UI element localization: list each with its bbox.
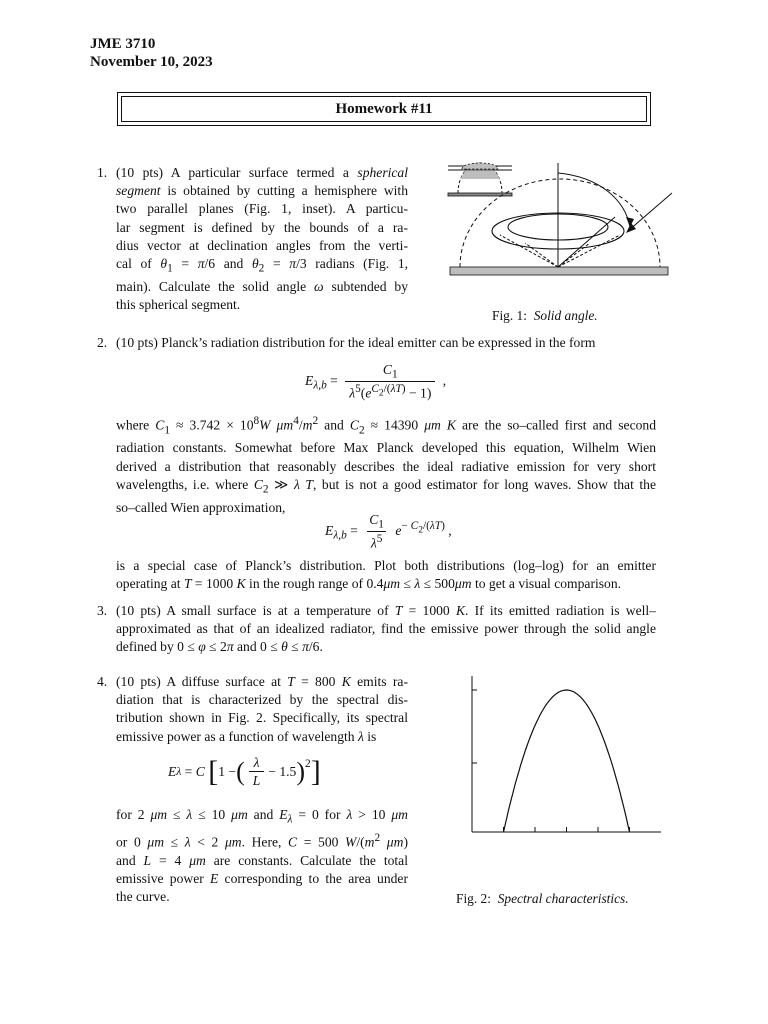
- problem-2-intro: (10 pts) Planck’s radiation distribution for the ideal emitter can be expressed in the form: [116, 335, 596, 350]
- figure-1-solid-angle: [440, 155, 680, 285]
- problem-2-line: wavelengths, i.e. where $C_2$ ≫ λ T, but is not a good estimator for long waves. Show that the: [116, 476, 657, 496]
- spectral-curve: [504, 690, 630, 832]
- problem-1-line: two parallel planes (Fig. 1, inset). A particu-: [116, 201, 408, 217]
- problem-2-text-a: [116, 412, 656, 517]
- problem-1-line: main). Calculate the solid angle ω subtended by: [116, 278, 408, 294]
- problem-1-line: this spherical segment.: [116, 297, 241, 313]
- problem-2-line: where $C_1 \approx 3.742 \times 10^8W$ $\mu m^4/m^2$ and $C_2 \approx 14390$ μm K are the so–called first and second: [116, 415, 657, 437]
- figure-1-caption: Fig. 1: Solid angle.: [492, 308, 598, 323]
- problem-4-number: 4.: [97, 674, 108, 689]
- problem-1-line: lar segment is defined by the bounds of a ra-: [116, 219, 408, 235]
- problem-2-line: is a special case of Planck’s distribution. Plot both distributions (log–log) for an emitter: [116, 558, 656, 573]
- course-code: JME 3710: [90, 36, 156, 52]
- problem-3-line: approximated as that of an idealized radiator, find the emissive power through the solid angle: [116, 621, 656, 637]
- problem-2-line: derived a distribution that reasonably describes the ideal radiative emission for very short: [116, 458, 656, 474]
- problem-2-line: so–called Wien approximation,: [116, 499, 286, 515]
- date: November 10, 2023: [90, 54, 213, 70]
- problem-1-line: segment is obtained by cutting a hemisphere with: [116, 183, 408, 199]
- homework-title: Homework #11: [121, 96, 647, 122]
- problem-4-text-a: [116, 673, 408, 746]
- problem-2-text-b: [116, 557, 656, 593]
- figure-2-spectral-plot: [455, 668, 665, 838]
- problem-4-line: (10 pts) A diffuse surface at T = 800 K emits ra-: [116, 674, 408, 689]
- problem-4-line: the curve.: [116, 889, 170, 905]
- problem-4-line: for 2 μm ≤ λ ≤ 10 μm and $E_\lambda = 0$ for λ > 10 μm: [116, 807, 408, 826]
- problem-3-number: 3.: [97, 603, 108, 618]
- problem-2-number: 2.: [97, 335, 108, 350]
- problem-4-line: tribution shown in Fig. 2. Specifically, its spectral: [116, 710, 408, 726]
- problem-4-line: emissive power as a function of wavelength λ is: [116, 728, 377, 744]
- title-box: [117, 92, 651, 126]
- problem-3-line: (10 pts) A small surface is at a temperature of T = 1000 K. If its emitted radiation is well–: [116, 603, 656, 618]
- problem-2-line: operating at T = 1000 K in the rough range of 0.4μm ≤ λ ≤ 500μm to get a visual comparison.: [116, 576, 622, 592]
- problem-4-text-b: [116, 806, 408, 906]
- problem-1-line: (10 pts) A particular surface termed a spherical: [116, 165, 408, 180]
- figure-2-caption: Fig. 2: Spectral characteristics.: [456, 891, 629, 906]
- problem-4-line: emissive power E corresponding to the area under: [116, 870, 408, 886]
- planck-equation: $E_{\lambda,b}$ = $\frac{C_1}{\lambda^5(e^{C_2/(\lambda T)} - 1)}$ ,: [305, 362, 447, 401]
- problem-1-number: 1.: [97, 165, 108, 180]
- fig1-inset: [448, 163, 512, 196]
- problem-1-line: dius vector at declination angles from the verti-: [116, 237, 408, 253]
- problem-1-text: [116, 164, 408, 314]
- problem-4-line: and L = 4 μm are constants. Calculate the total: [116, 852, 408, 868]
- problem-3-text: [116, 602, 656, 657]
- fig1-main: [450, 163, 672, 275]
- problem-2-line: radiation constants. Somewhat before Max Planck developed this equation, Wilhelm Wien: [116, 440, 656, 456]
- spectral-equation: E λ = C [ 1 − ( $\frac{\lambda}{L}$ − 1.5 ) $^2$ ]: [168, 755, 321, 788]
- problem-4-line: diation that is characterized by the spectral dis-: [116, 692, 408, 708]
- problem-3-line: defined by 0 ≤ φ ≤ 2π and 0 ≤ θ ≤ π/6.: [116, 639, 323, 655]
- wien-equation: $E_{\lambda,b}$ = $\frac{C_1}{\lambda^5}$ $e^{- C_2/(\lambda T)}$ ,: [325, 512, 452, 551]
- problem-1-line: cal of $\theta_1 = \pi/6$ and $\theta_2 = \pi/3$ radians (Fig. 1,: [116, 256, 409, 275]
- problem-4-line: or 0 μm ≤ λ < 2 μm. Here, C = 500 $W/(m^2$ μm): [116, 831, 408, 850]
